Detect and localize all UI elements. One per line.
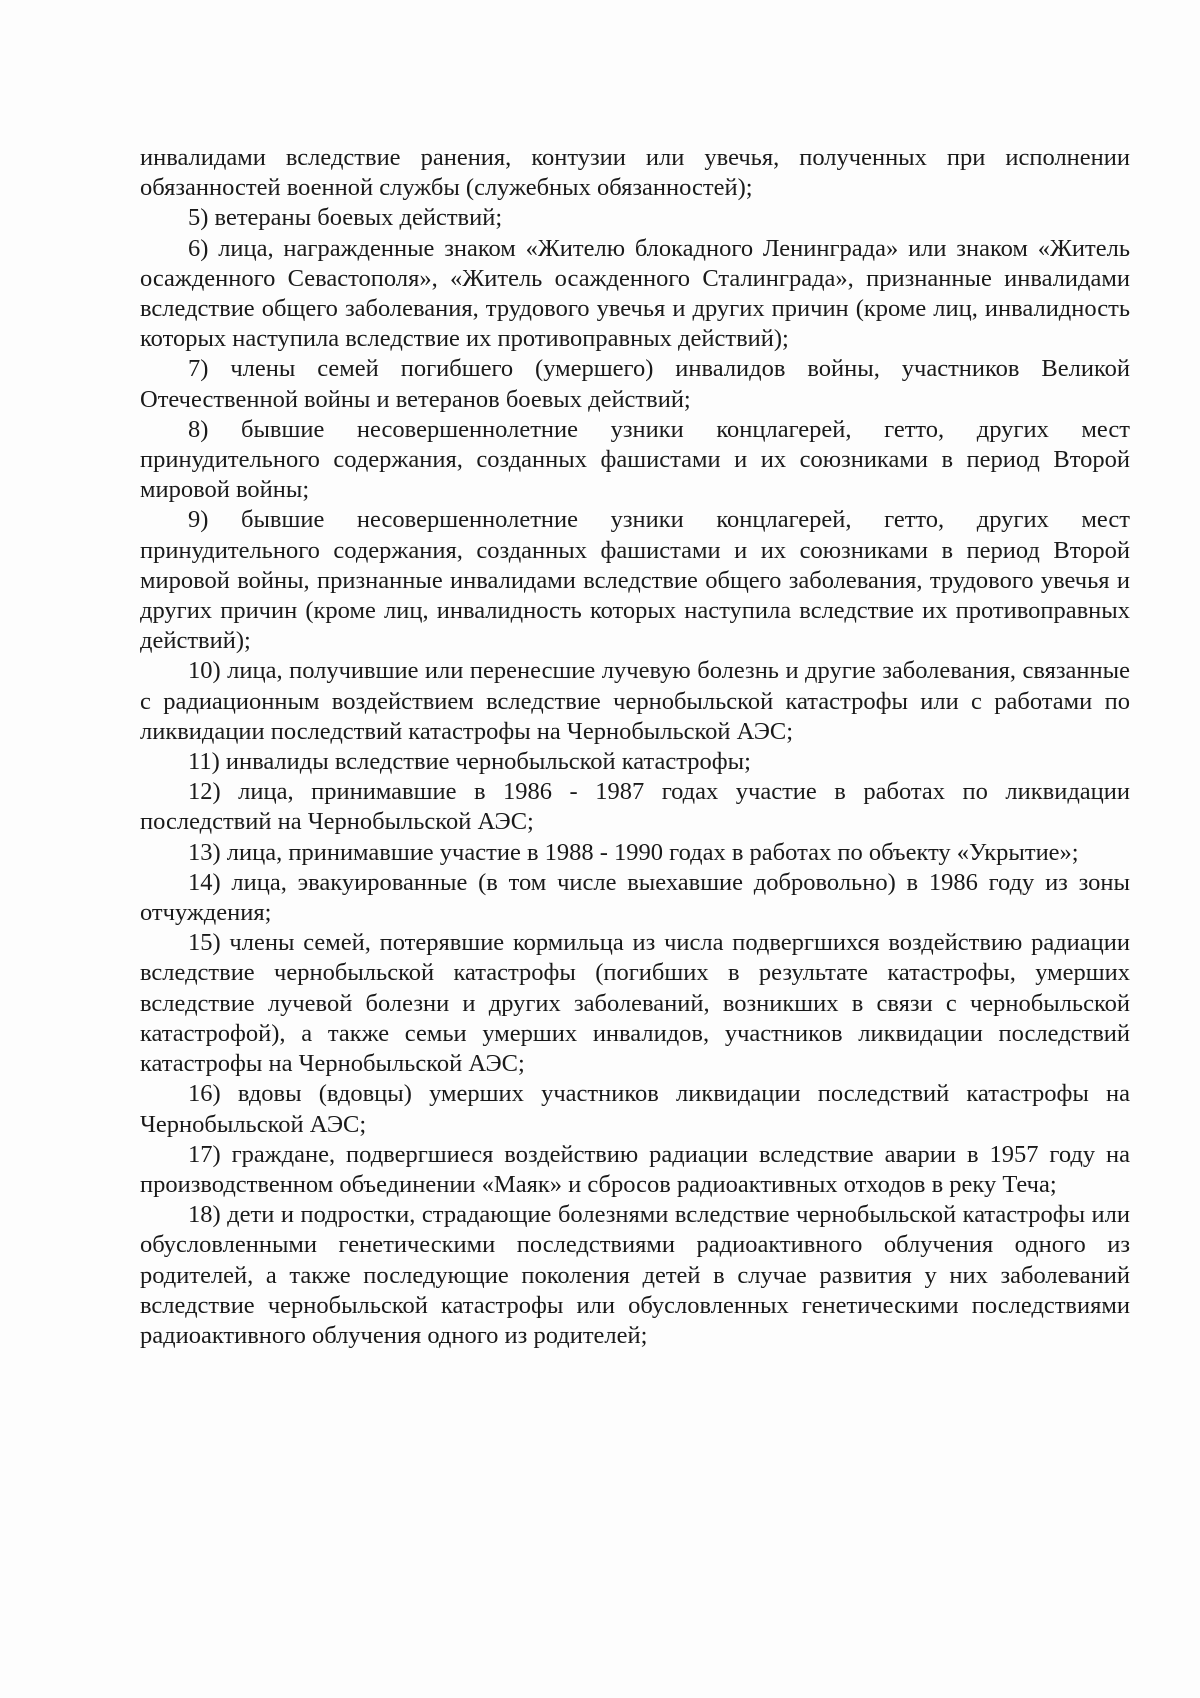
list-item-10: 10) лица, получившие или перенесшие лучевую болезнь и другие заболевания, связанные с радиационным воздействием вследствие чернобыльской катастрофы или с работами по ликвидации последствий катастрофы на Чернобыльской АЭС; (140, 657, 1130, 745)
list-item-8: 8) бывшие несовершеннолетние узники концлагерей, гетто, других мест принудительного содержания, созданных фашистами и их союзниками в период Второй мировой войны; (140, 415, 1130, 504)
document-body (140, 143, 1130, 1351)
list-item-5: 5) ветераны боевых действий; (188, 204, 503, 232)
list-item-12: 12) лица, принимавшие в 1986 - 1987 годах участие в работах по ликвидации последствий на Чернобыльской АЭС; (140, 778, 1130, 836)
paragraph-continuation: инвалидами вследствие ранения, контузии или увечья, полученных при исполнении обязанностей военной службы (служебных обязанностей); (140, 144, 1130, 202)
list-item-15: 15) члены семей, потерявшие кормильца из числа подвергшихся воздействию радиации вследствие чернобыльской катастрофы (погибших в результате катастрофы, умерших вследствие лучевой болезни и других заболеваний, возникших в связи с чернобыльской катастрофой), а также семьи умерших инвалидов, участников ликвидации последствий катастрофы на Чернобыльской АЭС; (140, 929, 1130, 1078)
list-item-9: 9) бывшие несовершеннолетние узники концлагерей, гетто, других мест принудительного содержания, созданных фашистами и их союзниками в период Второй мировой войны, признанные инвалидами вследствие общего заболевания, трудового увечья и других причин (кроме лиц, инвалидность которых наступила вследствие их противоправных действий); (140, 506, 1130, 655)
list-item-7: 7) члены семей погибшего (умершего) инвалидов войны, участников Великой Отечественной войны и ветеранов боевых действий; (140, 355, 1130, 413)
list-item-11: 11) инвалиды вследствие чернобыльской катастрофы; (188, 748, 751, 776)
list-item-16: 16) вдовы (вдовцы) умерших участников ликвидации последствий катастрофы на Чернобыльской АЭС; (140, 1080, 1130, 1138)
list-item-6: 6) лица, награжденные знаком «Жителю блокадного Ленинграда» или знаком «Житель осажденного Севастополя», «Житель осажденного Сталинграда», признанные инвалидами вследствие общего заболевания, трудового увечья и других причин (кроме лиц, инвалидность которых наступила вследствие их противоправных действий); (140, 234, 1130, 353)
list-item-13: 13) лица, принимавшие участие в 1988 - 1990 годах в работах по объекту «Укрытие»; (188, 838, 1079, 866)
list-item-14: 14) лица, эвакуированные (в том числе выехавшие добровольно) в 1986 году из зоны отчуждения; (140, 868, 1130, 927)
list-item-18: 18) дети и подростки, страдающие болезнями вследствие чернобыльской катастрофы или обусловленными генетическими последствиями радиоактивного облучения одного из родителей, а также последующие поколения детей в случае развития у них заболеваний вследствие чернобыльской катастрофы или обусловленных генетическими последствиями радиоактивного облучения одного из родителей; (140, 1201, 1130, 1349)
list-item-17: 17) граждане, подвергшиеся воздействию радиации вследствие аварии в 1957 году на производственном объединении «Маяк» и сбросов радиоактивных отходов в реку Теча; (140, 1140, 1130, 1198)
